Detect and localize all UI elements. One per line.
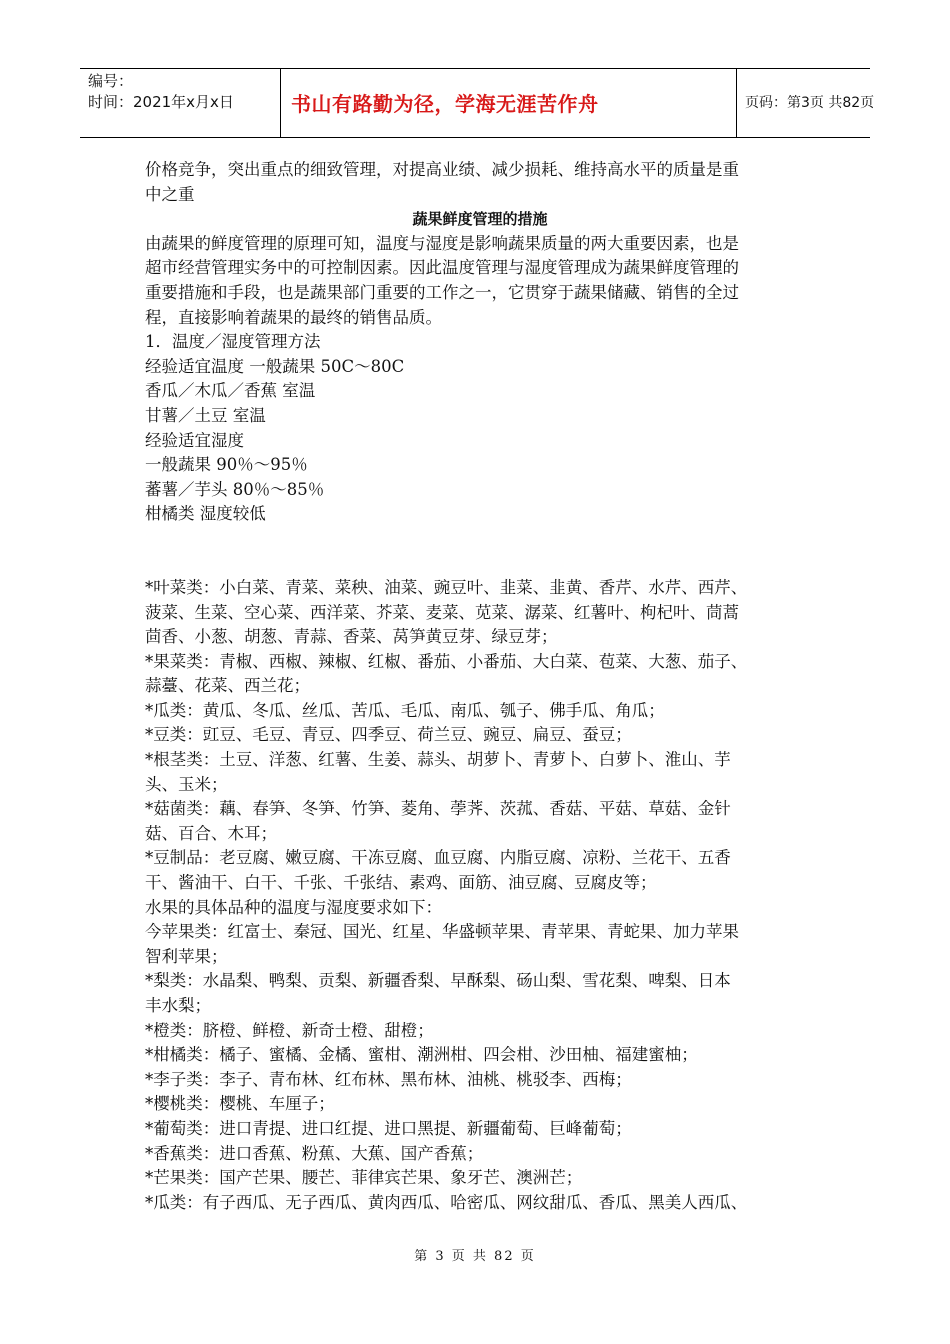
paragraph-line: 由蔬果的鲜度管理的原理可知，温度与湿度是影响蔬果质量的两大重要因素，也是: [145, 233, 739, 253]
list-line: 今苹果类：红富士、秦冠、国光、红星、华盛顿苹果、青苹果、青蛇果、加力苹果: [145, 922, 739, 942]
paragraph-line: 超市经营管理实务中的可控制因素。因此温度管理与湿度管理成为蔬果鲜度管理的: [145, 258, 739, 278]
paragraph-line: 程，直接影响着蔬果的最终的销售品质。: [145, 307, 442, 327]
page-footer: 第 3 页 共 82 页: [414, 1249, 536, 1264]
list-line: 菠菜、生菜、空心菜、西洋菜、芥菜、麦菜、苋菜、潺菜、红薯叶、枸杞叶、茼蒿: [145, 602, 739, 622]
list-line: *樱桃类：樱桃、车厘子；: [145, 1094, 335, 1114]
list-line: *梨类：水晶梨、鸭梨、贡梨、新疆香梨、早酥梨、砀山梨、雪花梨、啤梨、日本: [145, 971, 731, 991]
list-line: *芒果类：国产芒果、腰芒、菲律宾芒果、象牙芒、澳洲芒；: [145, 1168, 583, 1188]
document-body: [145, 158, 815, 1215]
document-header: [80, 68, 875, 138]
header-motto: 书山有路勤为径，学海无涯苦作舟: [291, 92, 599, 116]
list-line: *香蕉类：进口香蕉、粉蕉、大蕉、国产香蕉；: [145, 1143, 484, 1163]
list-line: *李子类：李子、青布林、红布林、黑布林、油桃、桃驳李、西梅；: [145, 1069, 632, 1089]
list-line: *菇菌类：藕、春笋、冬笋、竹笋、菱角、荸荠、茨菰、香菇、平菇、草菇、金针: [145, 799, 731, 819]
list-line: *豆类：豇豆、毛豆、青豆、四季豆、荷兰豆、豌豆、扁豆、蚕豆；: [145, 725, 632, 745]
paragraph-line: 甘薯／土豆 室温: [145, 405, 266, 425]
body-line: 中之重: [145, 184, 195, 204]
list-line: *葡萄类：进口青提、进口红提、进口黑提、新疆葡萄、巨峰葡萄；: [145, 1118, 632, 1138]
blank-gap: [145, 527, 815, 576]
paragraph-line: 经验适宜湿度: [145, 430, 244, 450]
list-line: *叶菜类：小白菜、青菜、菜秧、油菜、豌豆叶、韭菜、韭黄、香芹、水芹、西芹、: [145, 577, 748, 597]
paragraph-line: 经验适宜温度 一般蔬果 50C～80C: [145, 356, 405, 376]
header-page-info: 页码：第3页 共82页: [745, 95, 875, 111]
document-date: 时间：2021年x月x日: [88, 93, 234, 111]
header-motto-cell: [281, 69, 737, 137]
paragraph-line: 重要措施和手段，也是蔬果部门重要的工作之一，它贯穿于蔬果储藏、销售的全过: [145, 282, 739, 302]
list-line: 智利苹果；: [145, 946, 228, 966]
body-line: 价格竞争，突出重点的细致管理，对提高业绩、减少损耗、维持高水平的质量是重: [145, 160, 739, 179]
paragraph-line: 柑橘类 湿度较低: [145, 504, 266, 524]
list-line: *瓜类：有子西瓜、无子西瓜、黄肉西瓜、哈密瓜、网纹甜瓜、香瓜、黑美人西瓜、: [145, 1192, 748, 1212]
list-line: *果菜类：青椒、西椒、辣椒、红椒、番茄、小番茄、大白菜、苞菜、大葱、茄子、: [145, 651, 748, 671]
list-line: *豆制品：老豆腐、嫩豆腐、干冻豆腐、血豆腐、内脂豆腐、凉粉、兰花干、五香: [145, 848, 731, 868]
produce-list: [145, 576, 815, 1215]
paragraph-line: 一般蔬果 90％～95％: [145, 455, 308, 475]
list-line: *橙类：脐橙、鲜橙、新奇士橙、甜橙；: [145, 1020, 434, 1040]
section-title: 蔬果鲜度管理的措施: [412, 210, 548, 229]
list-line: 干、酱油干、白干、千张、千张结、素鸡、面筋、油豆腐、豆腐皮等；: [145, 873, 657, 893]
list-line: *根茎类：土豆、洋葱、红薯、生姜、蒜头、胡萝卜、青萝卜、白萝卜、淮山、芋: [145, 750, 731, 770]
list-line: *柑橘类：橘子、蜜橘、金橘、蜜柑、潮洲柑、四会柑、沙田柚、福建蜜柚；: [145, 1045, 698, 1065]
paragraph-block: [145, 232, 815, 527]
list-line: 蒜薹、花菜、西兰花；: [145, 676, 310, 696]
document-code-label: 编号：: [88, 72, 134, 90]
header-page-cell: [737, 69, 875, 137]
list-line: 丰水梨；: [145, 996, 211, 1015]
paragraph-line: 1．温度／湿度管理方法: [145, 332, 321, 352]
list-line: 茴香、小葱、胡葱、青蒜、香菜、莴笋黄豆芽、绿豆芽；: [145, 627, 558, 647]
paragraph-line: 蕃薯／芋头 80％～85％: [145, 479, 325, 499]
header-meta-cell: [80, 69, 281, 137]
list-line: 水果的具体品种的温度与湿度要求如下：: [145, 897, 442, 917]
list-line: *瓜类：黄瓜、冬瓜、丝瓜、苦瓜、毛瓜、南瓜、瓠子、佛手瓜、角瓜；: [145, 700, 665, 720]
list-line: 菇、百合、木耳；: [145, 823, 277, 843]
list-line: 头、玉米；: [145, 774, 228, 794]
paragraph-line: 香瓜／木瓜／香蕉 室温: [145, 381, 316, 401]
